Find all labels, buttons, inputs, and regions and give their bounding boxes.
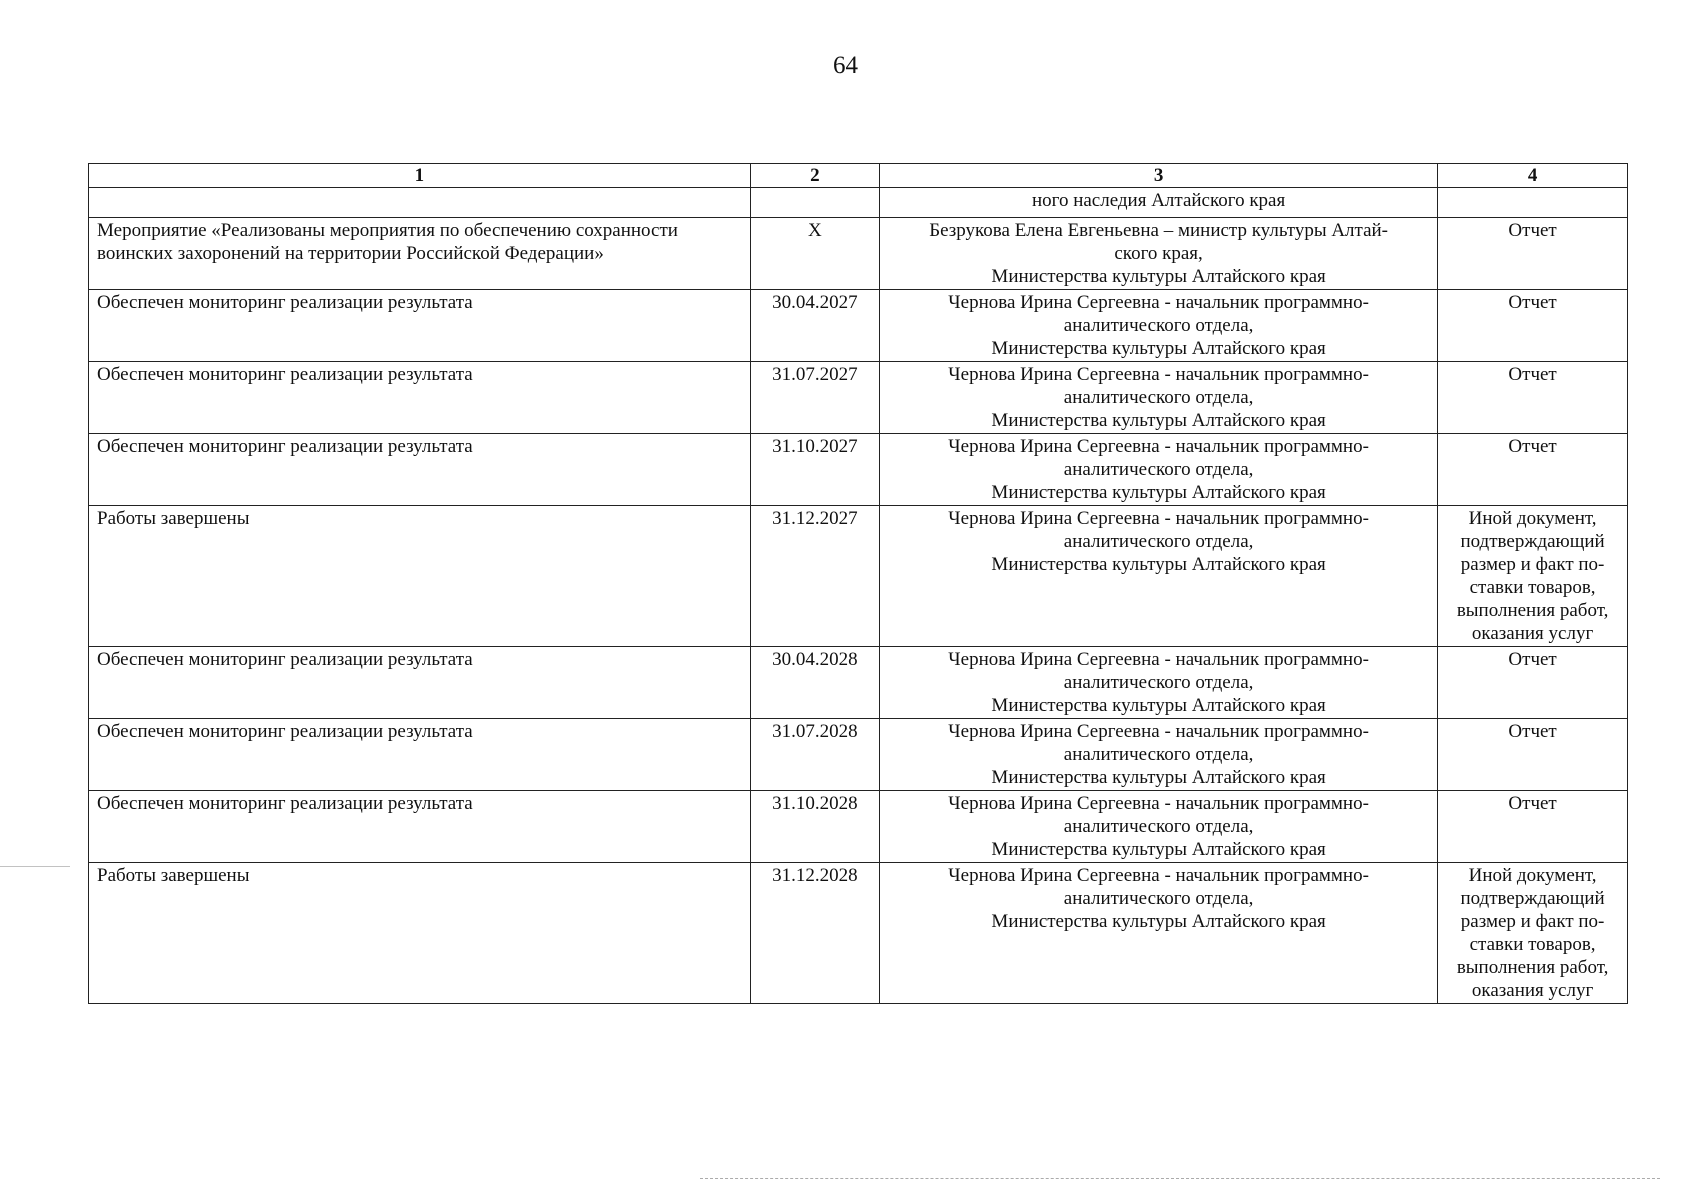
document-cell	[1438, 719, 1628, 791]
continuation-date-cell	[750, 188, 879, 218]
activity-name-cell: Обеспечен мониторинг реализации результата	[89, 362, 751, 434]
date-cell: 31.10.2028	[750, 791, 879, 863]
date-cell: 31.12.2028	[750, 863, 879, 1004]
column-number-3: 3	[880, 164, 1438, 188]
activity-name-cell: Обеспечен мониторинг реализации результата	[89, 647, 751, 719]
document-line: размер и факт по-	[1460, 554, 1605, 575]
responsible-line: Чернова Ирина Сергеевна - начальник программно-	[948, 436, 1369, 457]
activity-name-cell: Мероприятие «Реализованы мероприятия по обеспечению сохранности воинских захоронений на территории Российской Федерации»	[89, 218, 751, 290]
activity-name-cell: Обеспечен мониторинг реализации результата	[89, 290, 751, 362]
responsible-cell	[880, 362, 1438, 434]
date-cell: 30.04.2028	[750, 647, 879, 719]
column-number-row	[89, 164, 1628, 188]
responsible-line: Министерства культуры Алтайского края	[991, 410, 1326, 431]
responsible-line: Чернова Ирина Сергеевна - начальник программно-	[948, 649, 1369, 670]
table-row	[89, 290, 1628, 362]
responsible-line: аналитического отдела,	[1063, 888, 1254, 909]
activity-name-cell: Обеспечен мониторинг реализации результата	[89, 719, 751, 791]
date-cell: 31.10.2027	[750, 434, 879, 506]
responsible-line: Министерства культуры Алтайского края	[991, 695, 1326, 716]
document-line: Иной документ,	[1468, 865, 1597, 886]
document-line: оказания услуг	[1471, 623, 1594, 644]
scan-mark-left	[0, 866, 70, 867]
scan-mark-bottom	[700, 1178, 1660, 1179]
table-row	[89, 791, 1628, 863]
document-cell	[1438, 647, 1628, 719]
table-row	[89, 506, 1628, 647]
table-row	[89, 647, 1628, 719]
column-number-4: 4	[1438, 164, 1628, 188]
document-line: Отчет	[1508, 793, 1557, 814]
column-number-2: 2	[750, 164, 879, 188]
document-line: Отчет	[1508, 721, 1557, 742]
responsible-cell	[880, 218, 1438, 290]
responsible-line: Чернова Ирина Сергеевна - начальник программно-	[948, 364, 1369, 385]
continuation-responsible-cell: ного наследия Алтайского края	[880, 188, 1438, 218]
document-line: выполнения работ,	[1456, 600, 1609, 621]
responsible-line: аналитического отдела,	[1063, 387, 1254, 408]
document-line: ставки товаров,	[1469, 577, 1596, 598]
continuation-name-cell	[89, 188, 751, 218]
document-line: Отчет	[1508, 649, 1557, 670]
table-row	[89, 362, 1628, 434]
document-line: ставки товаров,	[1469, 934, 1596, 955]
document-cell	[1438, 791, 1628, 863]
table-row	[89, 863, 1628, 1004]
responsible-line: аналитического отдела,	[1063, 672, 1254, 693]
responsible-line: Министерства культуры Алтайского края	[991, 911, 1326, 932]
date-cell: 31.07.2027	[750, 362, 879, 434]
responsible-cell	[880, 791, 1438, 863]
responsible-line: Министерства культуры Алтайского края	[991, 482, 1326, 503]
responsible-line: аналитического отдела,	[1063, 315, 1254, 336]
responsible-cell	[880, 719, 1438, 791]
responsible-line: Министерства культуры Алтайского края	[991, 338, 1326, 359]
document-line: размер и факт по-	[1460, 911, 1605, 932]
continuation-row	[89, 188, 1628, 218]
responsible-line: Чернова Ирина Сергеевна - начальник программно-	[948, 508, 1369, 529]
document-line: Отчет	[1508, 292, 1557, 313]
date-cell: 30.04.2027	[750, 290, 879, 362]
page-number: 64	[833, 52, 858, 79]
activity-name-cell: Обеспечен мониторинг реализации результата	[89, 791, 751, 863]
date-cell: X	[750, 218, 879, 290]
document-cell	[1438, 506, 1628, 647]
responsible-cell	[880, 290, 1438, 362]
document-line: Отчет	[1508, 364, 1557, 385]
document-cell	[1438, 434, 1628, 506]
document-line: Иной документ,	[1468, 508, 1597, 529]
document-cell	[1438, 218, 1628, 290]
responsible-line: Чернова Ирина Сергеевна - начальник программно-	[948, 721, 1369, 742]
responsible-line: аналитического отдела,	[1063, 744, 1254, 765]
document-cell	[1438, 362, 1628, 434]
responsible-line: Чернова Ирина Сергеевна - начальник программно-	[948, 292, 1369, 313]
responsible-line: Министерства культуры Алтайского края	[991, 266, 1326, 287]
responsible-line: аналитического отдела,	[1063, 816, 1254, 837]
document-line: Отчет	[1508, 436, 1557, 457]
document-cell	[1438, 863, 1628, 1004]
date-cell: 31.07.2028	[750, 719, 879, 791]
document-line: подтверждающий	[1460, 531, 1605, 552]
table-row	[89, 434, 1628, 506]
document-line: подтверждающий	[1460, 888, 1605, 909]
responsible-line: Чернова Ирина Сергеевна - начальник программно-	[948, 793, 1369, 814]
responsible-line: Министерства культуры Алтайского края	[991, 554, 1326, 575]
responsible-cell	[880, 647, 1438, 719]
continuation-document-cell	[1438, 188, 1628, 218]
responsible-line: Чернова Ирина Сергеевна - начальник программно-	[948, 865, 1369, 886]
document-line: выполнения работ,	[1456, 957, 1609, 978]
responsible-line: Министерства культуры Алтайского края	[991, 839, 1326, 860]
document-line: оказания услуг	[1471, 980, 1594, 1001]
responsible-cell	[880, 506, 1438, 647]
document-cell	[1438, 290, 1628, 362]
activity-name-cell: Работы завершены	[89, 863, 751, 1004]
responsible-line: Министерства культуры Алтайского края	[991, 767, 1326, 788]
plan-table	[88, 163, 1628, 1004]
activity-name-cell: Работы завершены	[89, 506, 751, 647]
table-row	[89, 218, 1628, 290]
table-body	[89, 188, 1628, 1004]
responsible-line: ского края,	[1114, 243, 1203, 264]
document-line: Отчет	[1508, 220, 1557, 241]
responsible-cell	[880, 863, 1438, 1004]
column-number-1: 1	[89, 164, 751, 188]
responsible-line: Безрукова Елена Евгеньевна – министр культуры Алтай-	[929, 220, 1388, 241]
activity-name-cell: Обеспечен мониторинг реализации результата	[89, 434, 751, 506]
responsible-line: аналитического отдела,	[1063, 531, 1254, 552]
responsible-cell	[880, 434, 1438, 506]
table-row	[89, 719, 1628, 791]
responsible-line: аналитического отдела,	[1063, 459, 1254, 480]
date-cell: 31.12.2027	[750, 506, 879, 647]
